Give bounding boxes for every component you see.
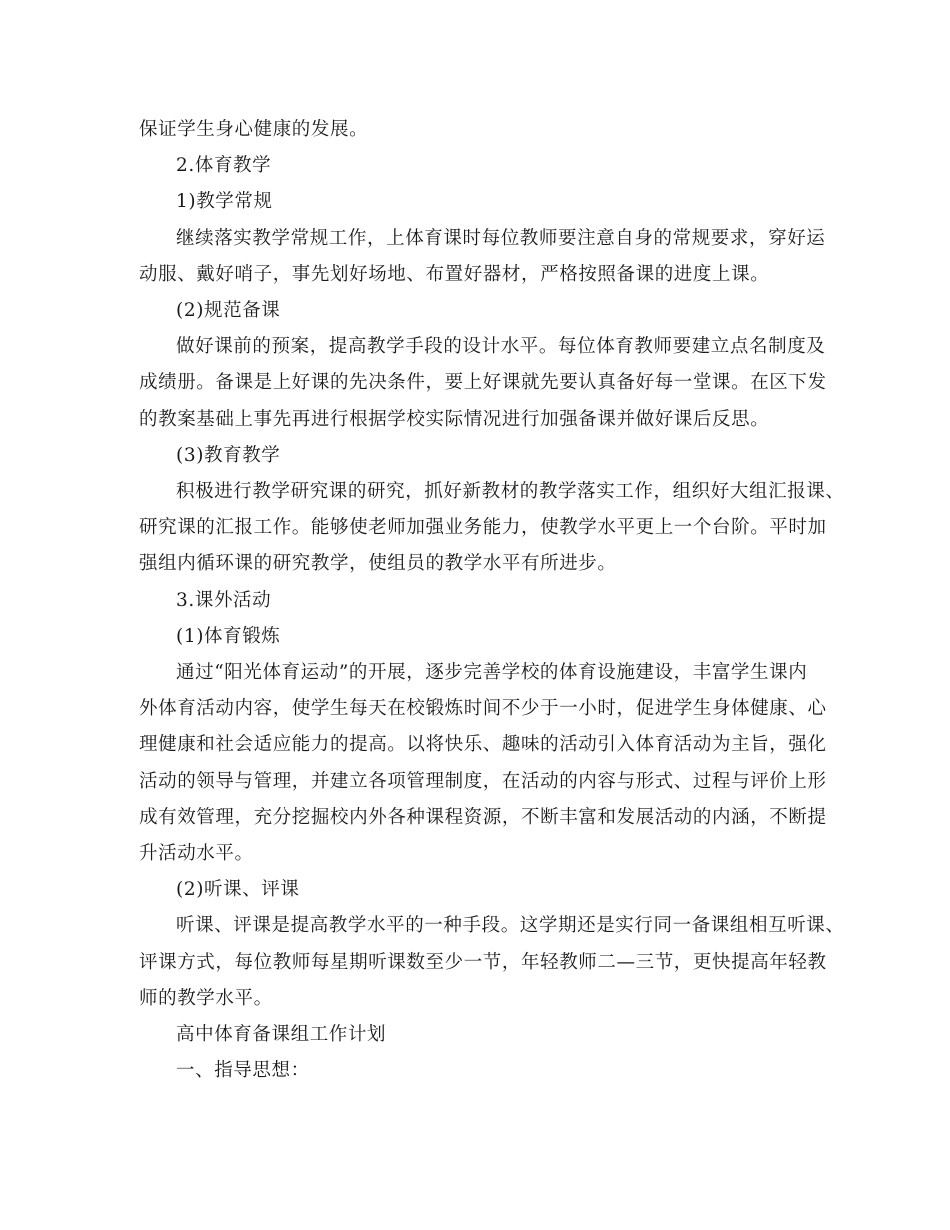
subheading-lesson-prep	[139, 293, 829, 329]
paragraph-physical-exercise	[139, 655, 829, 872]
section-heading: 一、指导思想：	[176, 1060, 310, 1082]
text-line: 研究课的汇报工作。能够使老师加强业务能力，使教学水平更上一个台阶。平时加	[139, 517, 827, 539]
heading-guiding-ideas	[139, 1053, 829, 1089]
heading-plan-title	[139, 1017, 829, 1053]
text-line: 的教案基础上事先再进行根据学校实际情况进行加强备课并做好课后反思。	[139, 408, 770, 430]
text-line: 动服、戴好哨子，事先划好场地、布置好器材，严格按照备课的进度上课。	[139, 263, 770, 285]
subsection-heading: 1)教学常规	[176, 191, 273, 213]
subsection-heading: (1)体育锻炼	[176, 625, 281, 647]
paragraph-lesson-prep	[139, 329, 829, 438]
paragraph-teaching-routine	[139, 221, 829, 293]
subheading-observation-evaluation	[139, 872, 829, 908]
document-body	[139, 112, 845, 1089]
subheading-physical-exercise	[139, 619, 829, 655]
text-line: 积极进行教学研究课的研究，抓好新教材的教学落实工作，组织好大组汇报课、	[176, 481, 845, 503]
text-line: 师的教学水平。	[139, 987, 273, 1009]
document-subtitle: 高中体育备课组工作计划	[176, 1024, 387, 1046]
text-line: 成绩册。备课是上好课的先决条件，要上好课就先要认真备好每一堂课。在区下发	[139, 372, 827, 394]
section-heading: 3.课外活动	[176, 589, 272, 611]
text-line: 强组内循环课的研究教学，使组员的教学水平有所进步。	[139, 553, 617, 575]
heading-extracurricular	[139, 583, 829, 619]
text-line: 做好课前的预案，提高教学手段的设计水平。每位体育教师要建立点名制度及	[176, 336, 826, 358]
paragraph-continuation	[139, 112, 829, 148]
text-line: 活动的领导与管理，并建立各项管理制度，在活动的内容与形式、过程与评价上形	[139, 770, 827, 792]
section-heading: 2.体育教学	[176, 155, 272, 177]
text-line: 理健康和社会适应能力的提高。以将快乐、趣味的活动引入体育活动为主旨，强化	[139, 734, 827, 756]
text-line: 成有效管理，充分挖掘校内外各种课程资源，不断丰富和发展活动的内涵，不断提	[139, 806, 827, 828]
paragraph-education-teaching	[139, 474, 845, 583]
subsection-heading: (2)听课、评课	[176, 879, 300, 901]
text-line: 评课方式，每位教师每星期听课数至少一节，年轻教师二—三节，更快提高年轻教	[139, 951, 827, 973]
text-line: 听课、评课是提高教学水平的一种手段。这学期还是实行同一备课组相互听课、	[176, 915, 845, 937]
text-line: 升活动水平。	[139, 843, 254, 865]
subsection-heading: (2)规范备课	[176, 300, 281, 322]
text-line: 保证学生身心健康的发展。	[139, 119, 369, 140]
text-line: 外体育活动内容，使学生每天在校锻炼时间不少于一小时，促进学生身体健康、心	[139, 698, 827, 720]
text-line: 通过“阳光体育运动”的开展，逐步完善学校的体育设施建设，丰富学生课内	[176, 662, 808, 684]
text-line: 继续落实教学常规工作，上体育课时每位教师要注意自身的常规要求，穿好运	[176, 227, 826, 249]
subsection-heading: (3)教育教学	[176, 444, 281, 466]
subheading-teaching-routine	[139, 184, 829, 220]
heading-physical-teaching	[139, 148, 829, 184]
paragraph-observation-evaluation	[139, 908, 845, 1017]
subheading-education-teaching	[139, 438, 829, 474]
